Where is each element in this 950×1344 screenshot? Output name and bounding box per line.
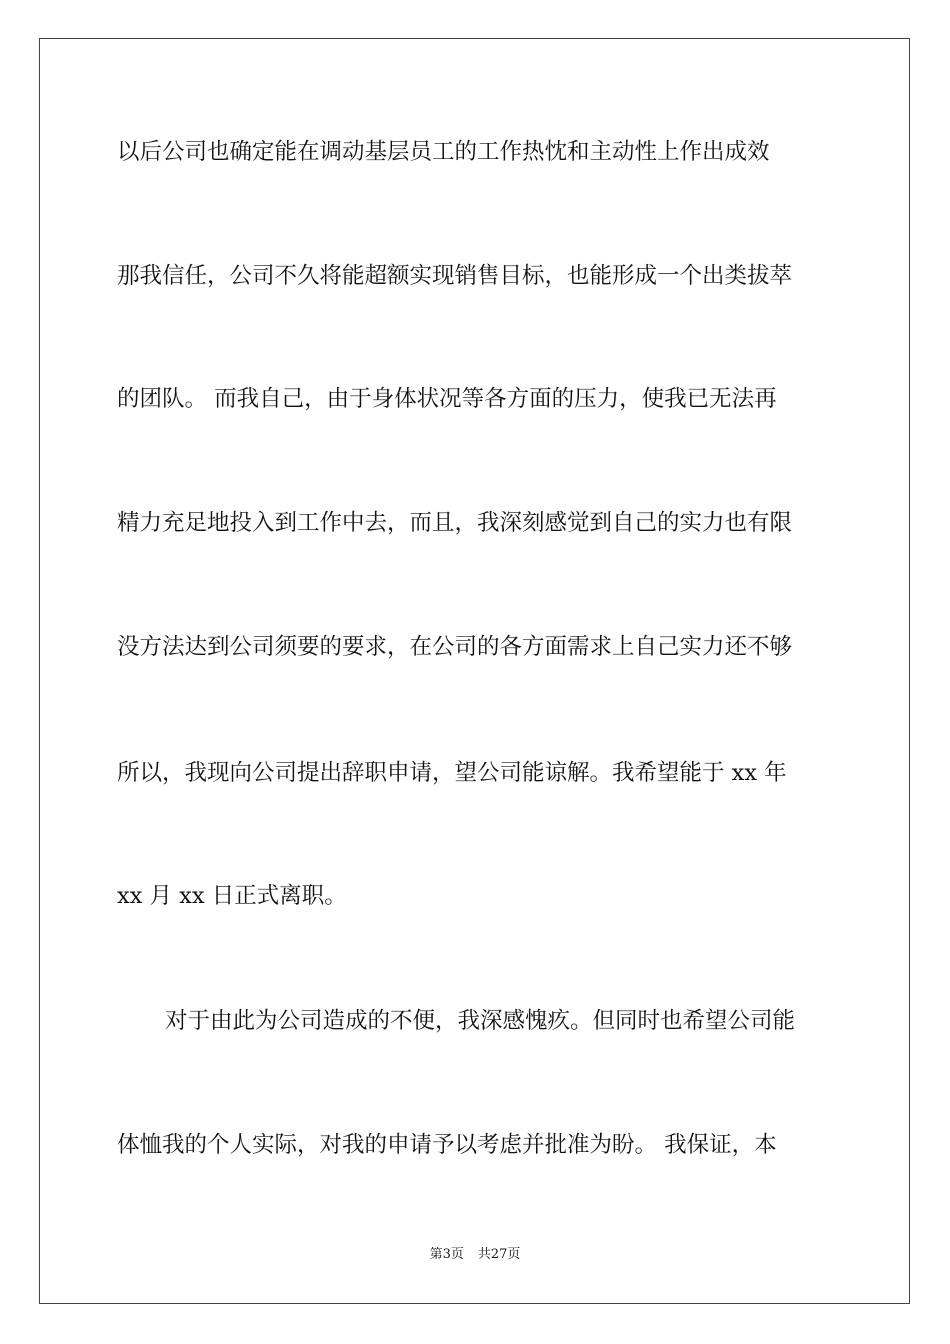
body-line-1: 以后公司也确定能在调动基层员工的工作热忱和主动性上作出成效 xyxy=(117,139,770,165)
body-line-8: 对于由此为公司造成的不便，我深感愧疚。但同时也希望公司能 xyxy=(165,1008,796,1034)
page-footer xyxy=(0,1246,950,1264)
body-line-9: 体恤我的个人实际，对我的申请予以考虑并批准为盼。 我保证，本 xyxy=(117,1132,777,1158)
body-line-7: xx 月 xx 日正式离职。 xyxy=(117,883,347,909)
body-line-2: 那我信任，公司不久将能超额实现销售目标，也能形成一个出类拔萃 xyxy=(117,263,793,289)
page-border xyxy=(39,38,910,1304)
body-line-4: 精力充足地投入到工作中去，而且，我深刻感觉到自己的实力也有限 xyxy=(117,510,793,536)
body-line-5: 没方法达到公司须要的要求，在公司的各方面需求上自己实力还不够 xyxy=(117,634,793,660)
body-line-6: 所以，我现向公司提出辞职申请，望公司能谅解。我希望能于 xx 年 xyxy=(117,760,787,786)
body-line-3: 的团队。 而我自己，由于身体状况等各方面的压力，使我已无法再 xyxy=(117,386,777,412)
page-total: 共27页 xyxy=(477,1247,521,1262)
page-number: 第3页 xyxy=(429,1247,464,1262)
